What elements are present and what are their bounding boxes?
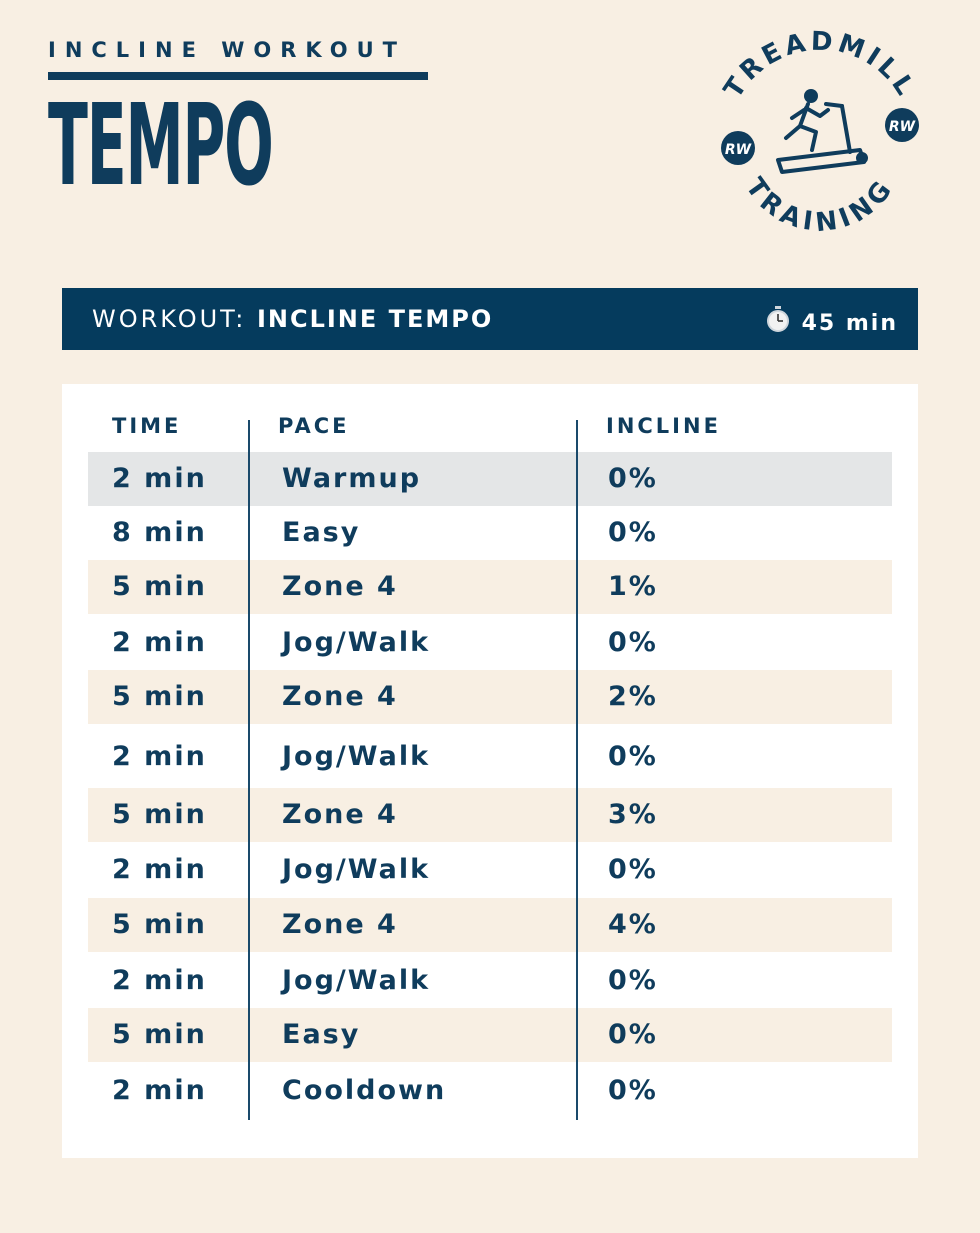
banner-title [92,305,493,333]
header-incline: INCLINE [606,414,721,438]
column-divider [576,420,578,1120]
cell-time: 2 min [112,854,207,885]
table-row [88,452,892,506]
cell-time: 5 min [112,571,207,602]
cell-pace: Warmup [282,463,422,494]
badge-bottom-text: TRAINING [739,172,901,239]
column-divider [248,420,250,1120]
cell-time: 2 min [112,627,207,658]
eyebrow-rule [48,72,428,80]
rw-left-icon [721,131,755,165]
cell-pace: Zone 4 [282,799,398,830]
table-row [88,788,892,842]
eyebrow-label: INCLINE WORKOUT [48,38,406,62]
cell-incline: 0% [608,517,658,548]
cell-incline: 0% [608,1019,658,1050]
workout-name: INCLINE TEMPO [256,305,494,333]
cell-pace: Zone 4 [282,681,398,712]
cell-time: 2 min [112,741,207,772]
cell-pace: Jog/Walk [282,627,431,658]
table-row [88,616,892,670]
cell-time: 5 min [112,681,207,712]
rw-right-icon [885,108,919,142]
cell-pace: Jog/Walk [282,854,431,885]
treadmill-training-badge [700,24,940,252]
table-row [88,670,892,724]
cell-incline: 0% [608,741,658,772]
cell-incline: 0% [608,463,658,494]
table-row [88,560,892,614]
cell-incline: 1% [608,571,658,602]
svg-text:RW: RW [888,119,916,135]
cell-time: 5 min [112,909,207,940]
cell-pace: Jog/Walk [282,965,431,996]
stopwatch-icon [766,306,790,332]
banner-label: WORKOUT: [92,305,247,333]
cell-pace: Easy [282,1019,361,1050]
cell-time: 2 min [112,1075,207,1106]
workout-banner [62,288,918,350]
runner-on-treadmill-icon [778,89,866,172]
badge-top-text: TREADMILL [718,26,922,104]
cell-incline: 3% [608,799,658,830]
cell-time: 2 min [112,965,207,996]
table-row [88,842,892,898]
table-row [88,506,892,560]
workout-table [62,384,918,1158]
cell-pace: Zone 4 [282,571,398,602]
cell-incline: 0% [608,1075,658,1106]
cell-incline: 0% [608,854,658,885]
header-time: TIME [112,414,182,438]
cell-time: 8 min [112,517,207,548]
svg-text:RW: RW [724,142,752,158]
cell-pace: Cooldown [282,1075,447,1106]
page-title: TEMPO [48,81,273,211]
cell-incline: 0% [608,627,658,658]
table-row [88,954,892,1008]
table-row [88,898,892,952]
cell-time: 2 min [112,463,207,494]
cell-incline: 0% [608,965,658,996]
duration-value: 45 min [801,311,898,336]
table-row [88,1008,892,1062]
cell-pace: Easy [282,517,361,548]
cell-incline: 2% [608,681,658,712]
cell-time: 5 min [112,1019,207,1050]
table-row [88,1064,892,1118]
cell-incline: 4% [608,909,658,940]
cell-pace: Zone 4 [282,909,398,940]
workout-duration [766,306,898,336]
cell-time: 5 min [112,799,207,830]
header-pace: PACE [278,414,350,438]
cell-pace: Jog/Walk [282,741,431,772]
table-row [88,726,892,788]
